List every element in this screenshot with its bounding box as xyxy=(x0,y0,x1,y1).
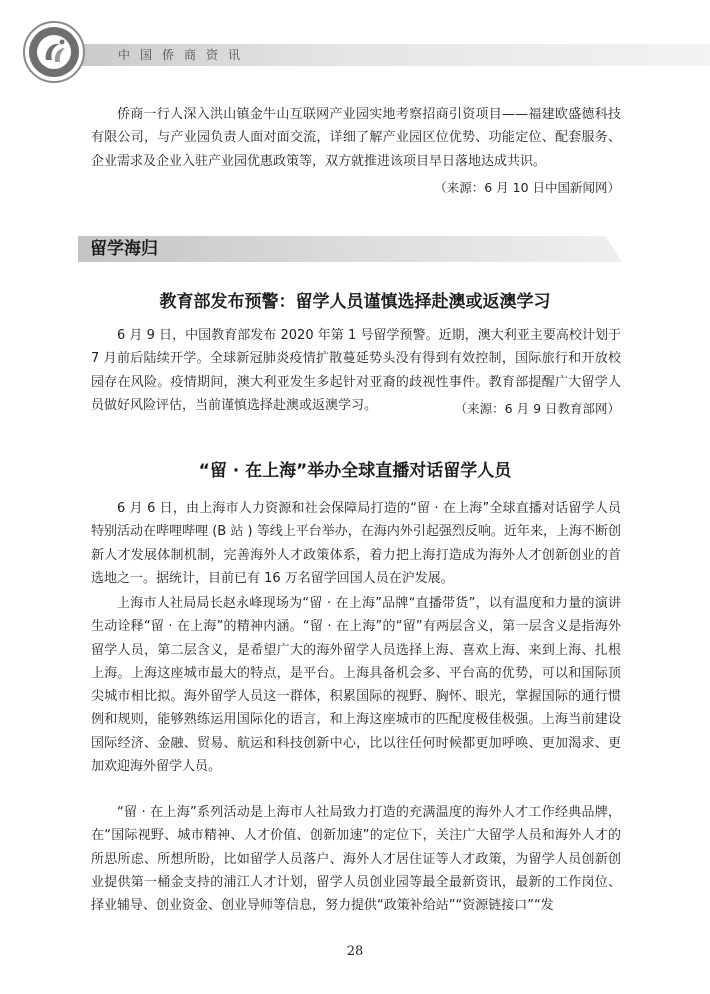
section-band-background xyxy=(78,236,622,262)
article-paragraph: “留 · 在上海”系列活动是上海市人社局致力打造的充满温度的海外人才工作经典品牌，在“国际视野、城市精神、人才价值、创新加速”的定位下，关注广大留学人员和海外人才的所思所虑、所想所盼，比如留学人员落户、海外人才居住证等人才政策，为留学人员创新创业提供第一桶金支持的浦江人才计划，留学人员创业园等最全最新资讯，最新的工作岗位、择业辅导、创业资金、创业导师等信息，努力提供“政策补给站”“资源链接口”“发 xyxy=(91,805,621,914)
page-number: 28 xyxy=(346,944,364,959)
chamber-logo-icon xyxy=(22,20,86,84)
article-title: “留 · 在上海”举办全球直播对话留学人员 xyxy=(198,461,512,481)
header-title: 中国侨商资讯 xyxy=(118,48,251,62)
news-intro-paragraph: 侨商一行人深入洪山镇金牛山互联网产业园实地考察招商引资项目——福建欧盛德科技有限公司，与产业园负责人面对面交流，详细了解产业园区位优势、功能定位、配套服务、企业需求及企业入驻产业园优惠政策等，双方就推进该项目早日落地达成共识。 xyxy=(91,107,621,169)
news-intro-source: （来源：6 月 10 日中国新闻网） xyxy=(434,180,620,195)
article-paragraph: 6 月 6 日，由上海市人力资源和社会保障局打造的“留 · 在上海”全球直播对话留学人员特别活动在哔哩哔哩 (B 站 ) 等线上平台举办，在海内外引起强烈反响。近年来，上海不断创新人才发展体制机制，完善海外人才政策体系，着力把上海打造成为海外人才创新创业的首选地之一。据统计，目前已有 16 万名留学回国人员在沪发展。 xyxy=(91,501,621,586)
article-paragraph: 上海市人社局局长赵永峰现场为“留 · 在上海”品牌“直播带货”，以有温度和力量的演讲生动诠释“留 · 在上海”的精神内涵。“留 · 在上海”的“留”有两层含义，第一层含义是指海外留学人员，第二层含义，是希望广大的海外留学人员选择上海、喜欢上海、来到上海、扎根上海。上海这座城市最大的特点，是平台。上海具备机会多、平台高的优势，可以和国际顶尖城市相比拟。海外留学人员这一群体，积累国际的视野、胸怀、眼光，掌握国际的通行惯例和规则，能够熟练运用国际化的语言，和上海这座城市的匹配度极佳极强。上海当前建设国际经济、金融、贸易、航运和科技创新中心，比以往任何时候都更加呼唤、更加渴求、更加欢迎海外留学人员。 xyxy=(91,596,621,775)
article-title: 教育部发布预警：留学人员谨慎选择赴澳或返澳学习 xyxy=(159,292,551,312)
article-source: （来源：6 月 9 日教育部网） xyxy=(454,401,620,416)
section-header xyxy=(78,236,622,262)
section-title: 留学海归 xyxy=(90,239,158,259)
page-header xyxy=(0,0,710,100)
article-paragraph: 6 月 9 日，中国教育部发布 2020 年第 1 号留学预警。近期，澳大利亚主要高校计划于 7 月前后陆续开学。全球新冠肺炎疫情扩散蔓延势头没有得到有效控制，国际旅行和开放校园存在风险。疫情期间，澳大利亚发生多起针对亚裔的歧视性事件。教育部提醒广大留学人员做好风险评估，当前谨慎选择赴澳或返澳学习。 xyxy=(91,328,621,413)
